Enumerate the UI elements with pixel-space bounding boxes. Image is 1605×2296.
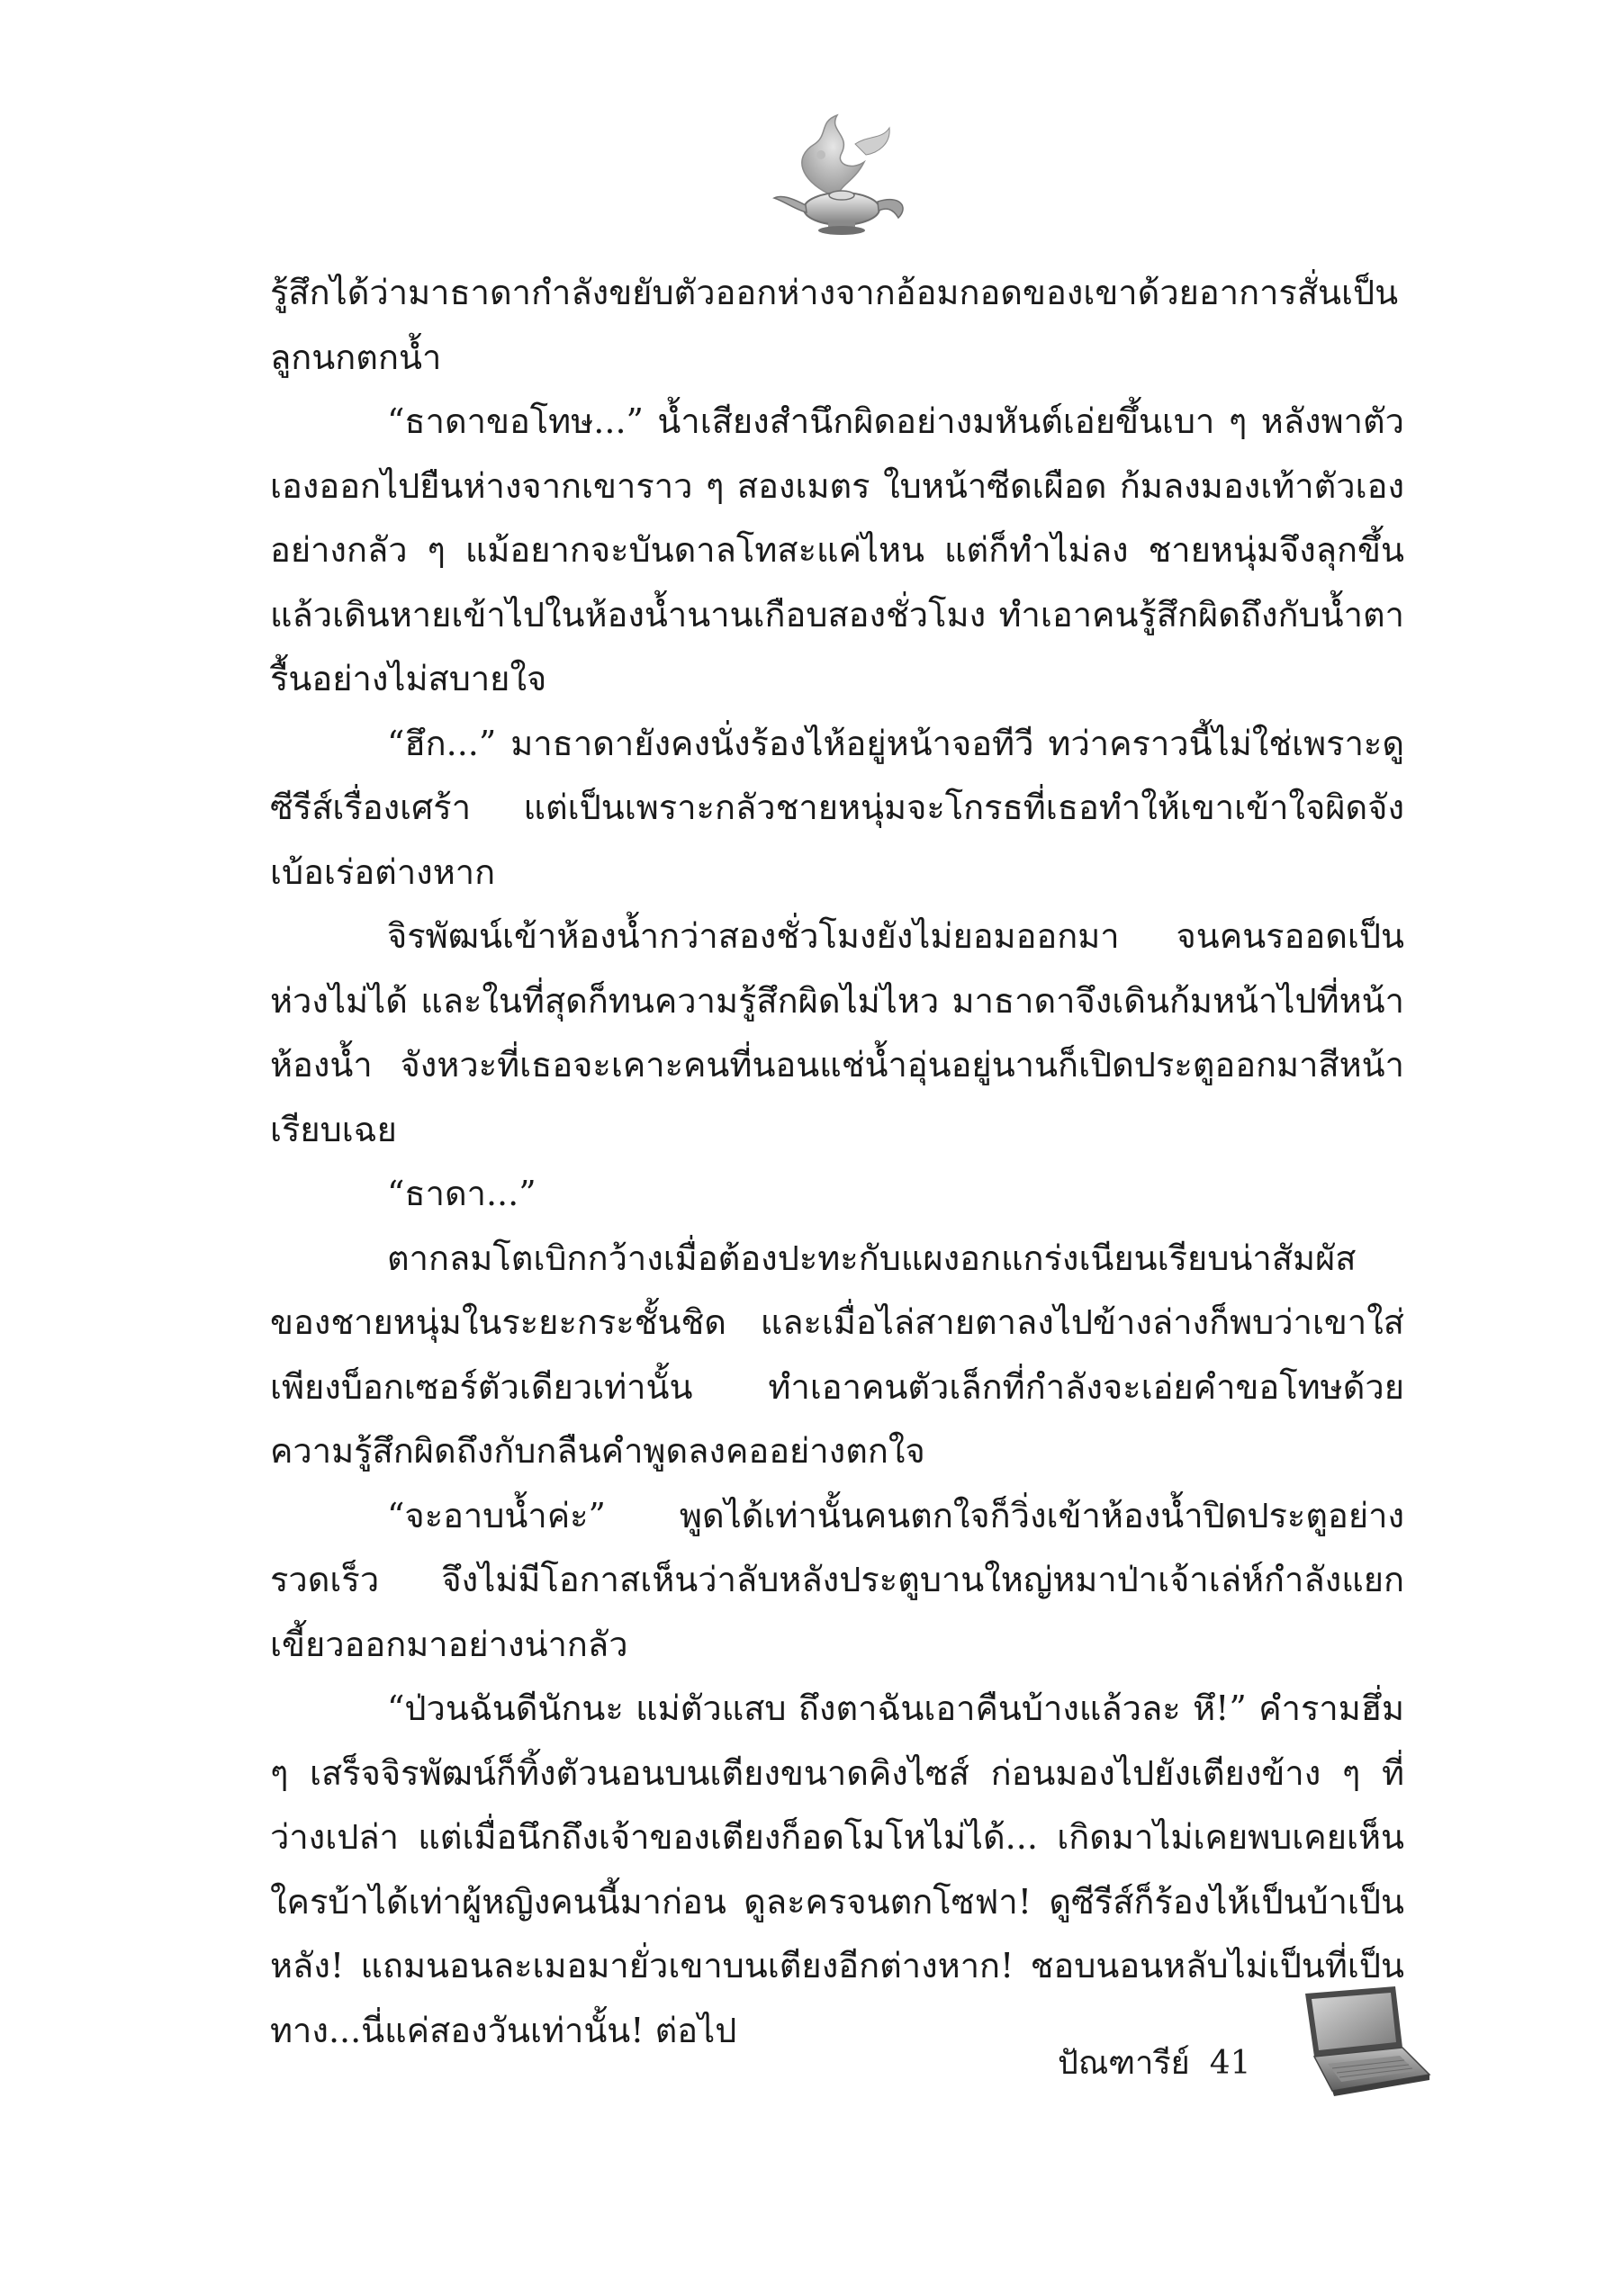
genie-lamp-icon [765, 108, 918, 243]
running-title: ปัณฑารีย์ [1058, 2045, 1190, 2082]
paragraph: “ป่วนฉันดีนักนะ แม่ตัวแสบ ถึงตาฉันเอาคืนบ้างแล้วละ หึ!” คำรามฮึ่ม ๆ เสร็จจิรพัฒน์ก็ทิ้งตัวนอนบนเตียงขนาดคิงไซส์ ก่อนมองไปยังเตียงข้าง ๆ ที่ว่างเปล่า แต่เมื่อนึกถึงเจ้าของเตียงก็อดโมโหไม่ได้... เกิดมาไม่เคยพบเคยเห็นใครบ้าได้เท่าผู้หญิงคนนี้มาก่อน ดูละครจนตกโซฟา! ดูซีรีส์ก็ร้องไห้เป็นบ้าเป็นหลัง! แถมนอนละเมอมายั่วเขาบนเตียงอีกต่างหาก! ชอบนอนหลับไม่เป็นที่เป็นทาง...นี่แค่สองวันเท่านั้น! ต่อไป [270, 1688, 1404, 2050]
body-text [270, 261, 1404, 2063]
paragraph: “ฮึก...” มาธาดายังคงนั่งร้องไห้อยู่หน้าจอทีวี ทว่าคราวนี้ไม่ใช่เพราะดูซีรีส์เรื่องเศร้า แต่เป็นเพราะกลัวชายหนุ่มจะโกรธที่เธอทำให้เขาเข้าใจผิดจังเบ้อเร่อต่างหาก [270, 723, 1404, 892]
paragraph: “จะอาบน้ำค่ะ” พูดได้เท่านั้นคนตกใจก็วิ่งเข้าห้องน้ำปิดประตูอย่างรวดเร็ว จึงไม่มีโอกาสเห็นว่าลับหลังประตูบานใหญ่หมาป่าเจ้าเล่ห์กำลังแยกเขี้ยวออกมาอย่างน่ากลัว [270, 1495, 1404, 1664]
laptop-icon [1287, 1985, 1431, 2102]
paragraph: รู้สึกได้ว่ามาธาดากำลังขยับตัวออกห่างจากอ้อมกอดของเขาด้วยอาการสั่นเป็นลูกนกตกน้ำ [270, 273, 1399, 377]
paragraph: “ธาดา...” [387, 1174, 537, 1213]
page-number: 41 [1209, 2045, 1251, 2082]
page-footer [1058, 2041, 1251, 2086]
paragraph: ตากลมโตเบิกกว้างเมื่อต้องปะทะกับแผงอกแกร่งเนียนเรียบน่าสัมผัสของชายหนุ่มในระยะกระชั้นชิด และเมื่อไล่สายตาลงไปข้างล่างก็พบว่าเขาใส่เพียงบ็อกเซอร์ตัวเดียวเท่านั้น ทำเอาคนตัวเล็กที่กำลังจะเอ่ยคำขอโทษด้วยความรู้สึกผิดถึงกับกลืนคำพูดลงคออย่างตกใจ [270, 1238, 1404, 1471]
paragraph: จิรพัฒน์เข้าห้องน้ำกว่าสองชั่วโมงยังไม่ยอมออกมา จนคนรออดเป็นห่วงไม่ได้ และในที่สุดก็ทนความรู้สึกผิดไม่ไหว มาธาดาจึงเดินก้มหน้าไปที่หน้าห้องน้ำ จังหวะที่เธอจะเคาะคนที่นอนแช่น้ำอุ่นอยู่นานก็เปิดประตูออกมาสีหน้าเรียบเฉย [270, 916, 1404, 1149]
paragraph: “ธาดาขอโทษ...” น้ำเสียงสำนึกผิดอย่างมหันต์เอ่ยขึ้นเบา ๆ หลังพาตัวเองออกไปยืนห่างจากเขาราว ๆ สองเมตร ใบหน้าซีดเผือด ก้มลงมองเท้าตัวเองอย่างกลัว ๆ แม้อยากจะบันดาลโทสะแค่ไหน แต่ก็ทำไม่ลง ชายหนุ่มจึงลุกขึ้นแล้วเดินหายเข้าไปในห้องน้ำนานเกือบสองชั่วโมง ทำเอาคนรู้สึกผิดถึงกับน้ำตารื้นอย่างไม่สบายใจ [270, 401, 1404, 698]
